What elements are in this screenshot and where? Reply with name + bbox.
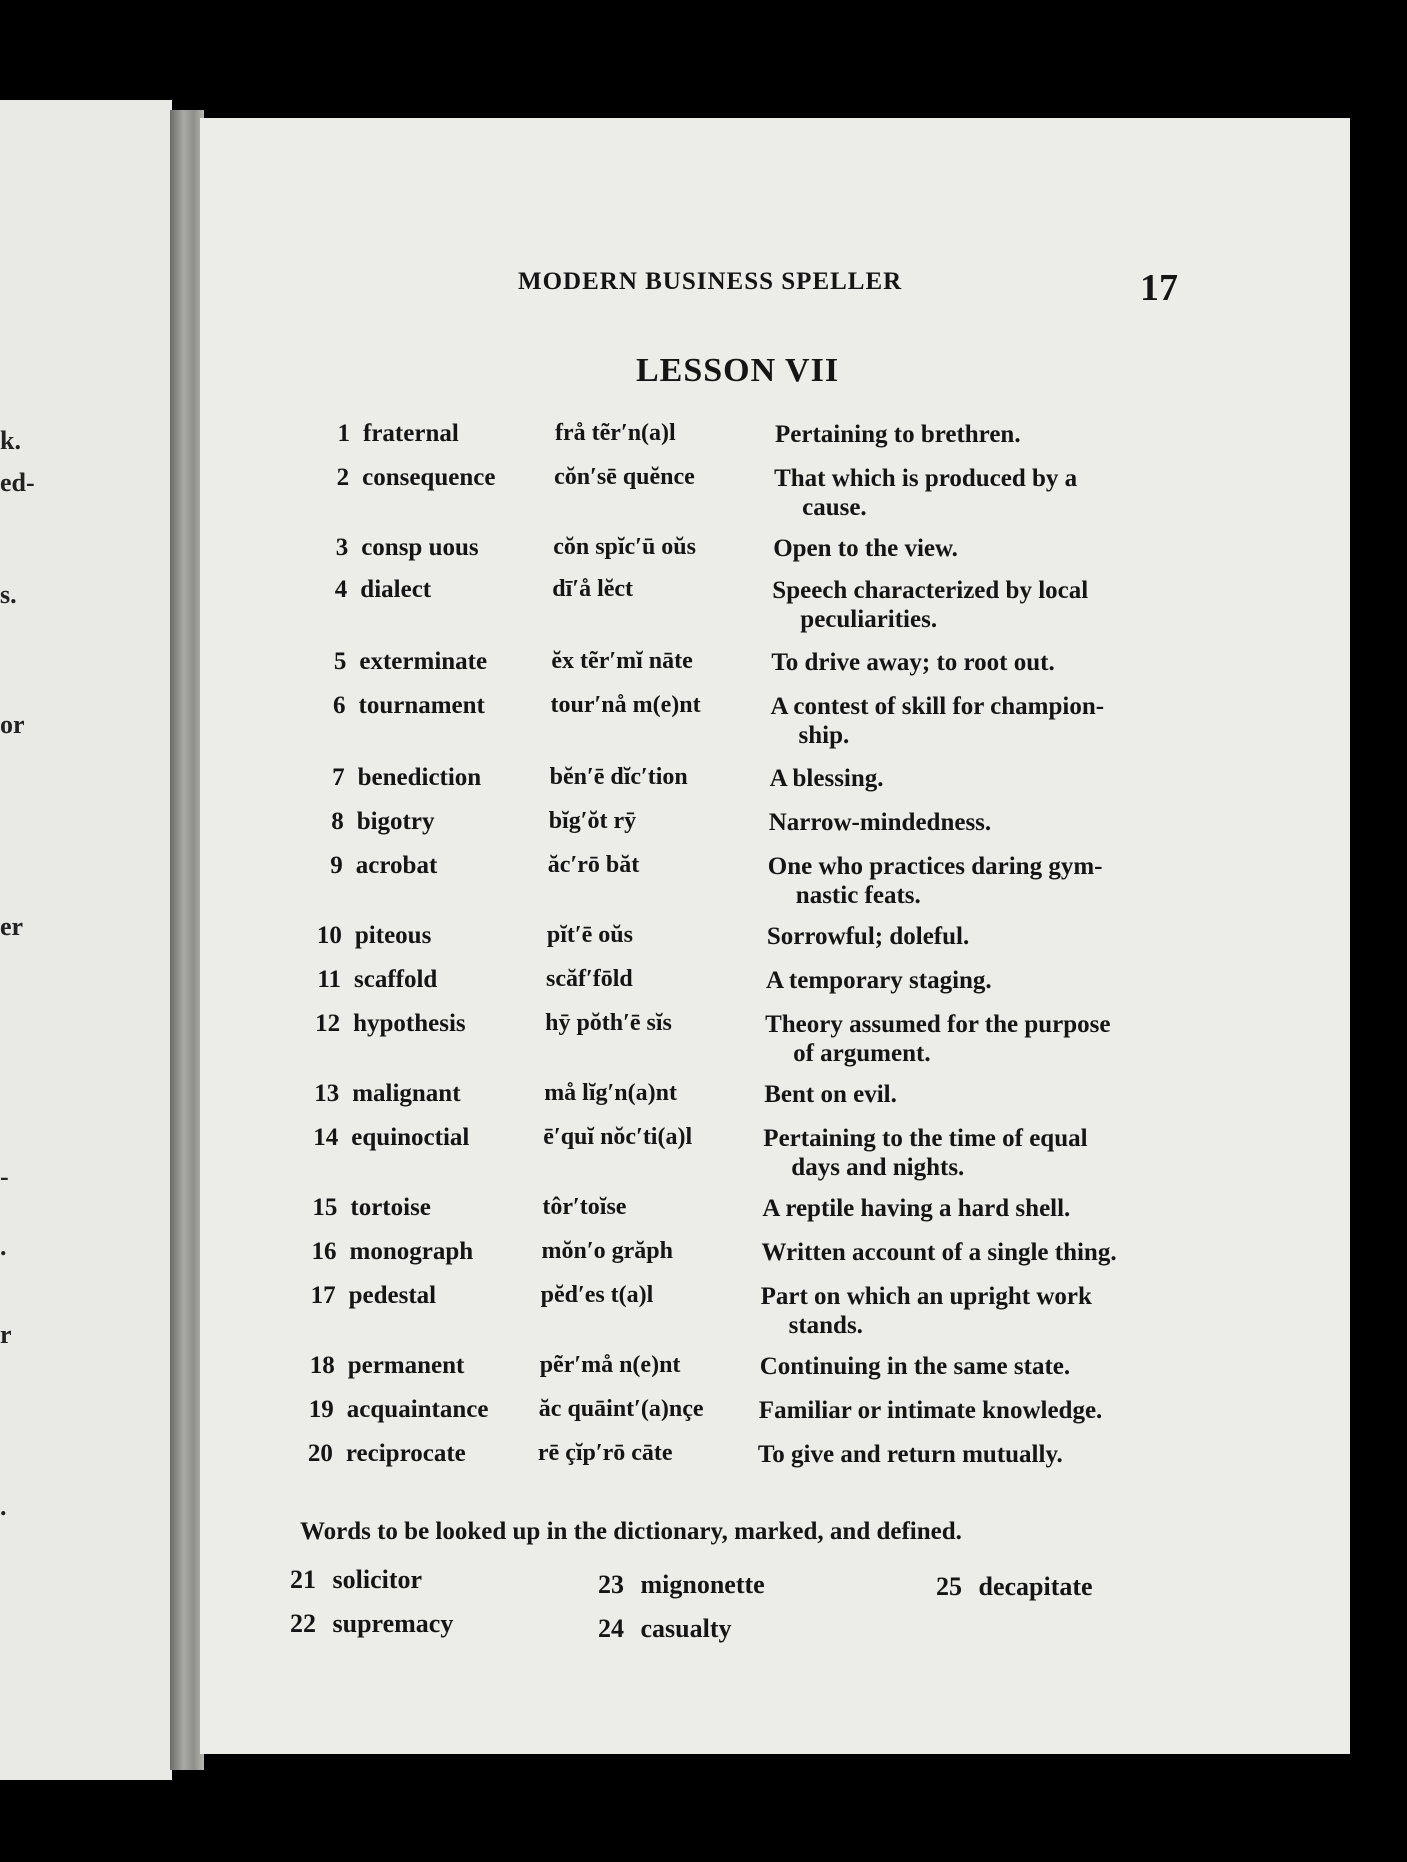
entry-definition-line: Speech characterized by local — [772, 577, 1089, 604]
word-entry — [284, 1396, 1184, 1436]
entry-number: 14 — [313, 1124, 339, 1151]
entry-definition — [765, 1010, 1185, 1068]
entry-definition-continuation: days and nights. — [791, 1154, 965, 1181]
entry-definition — [763, 1124, 1183, 1182]
word-entry — [286, 1282, 1186, 1339]
extra-word-text: decapitate — [978, 1572, 1093, 1601]
entry-definition-line: Pertaining to brethren. — [775, 421, 1021, 448]
entry-pronunciation: pĭt′ē oŭs — [546, 922, 633, 948]
extra-word-number: 23 — [598, 1570, 624, 1599]
entry-definition-line: Sorrowful; doleful. — [766, 923, 970, 950]
entry-definition — [770, 764, 1190, 793]
entry-word: pedestal — [348, 1282, 437, 1309]
entry-pronunciation: ăc′rō băt — [547, 852, 640, 878]
word-entry — [295, 764, 1195, 804]
entry-definition — [760, 1352, 1180, 1381]
entry-word: malignant — [352, 1080, 461, 1107]
book-binding — [170, 110, 204, 1770]
entry-pronunciation: bĕn′ē dĭc′tion — [549, 764, 688, 790]
entry-number: 20 — [307, 1440, 333, 1467]
extra-word — [290, 1609, 453, 1639]
entry-pronunciation: scăf′fōld — [546, 966, 633, 992]
extra-word-text: casualty — [640, 1614, 732, 1643]
entry-number: 4 — [334, 576, 348, 603]
entry-definition-continuation: stands. — [788, 1312, 863, 1339]
entry-pronunciation: ē′quĭ nŏc′ti(a)l — [543, 1124, 693, 1150]
entry-number: 6 — [333, 692, 346, 719]
entry-pronunciation: ăc quāint′(a)nçe — [538, 1396, 704, 1422]
entry-definition-line: A blessing. — [769, 765, 884, 792]
entry-definition — [762, 1194, 1182, 1223]
entry-definition-continuation: cause. — [802, 494, 867, 521]
entry-definition — [759, 1396, 1179, 1425]
entry-number: 9 — [330, 852, 343, 879]
entry-definition — [769, 808, 1189, 837]
entry-definition — [775, 420, 1195, 449]
facing-page-fragment: ed- — [0, 468, 35, 497]
entry-number: 16 — [311, 1238, 337, 1265]
entry-number: 11 — [317, 966, 341, 993]
word-entry — [288, 1124, 1188, 1181]
word-entry — [300, 420, 1200, 460]
entry-definition — [766, 966, 1186, 995]
entry-number: 12 — [315, 1010, 341, 1037]
entry-word: bigotry — [356, 808, 435, 835]
entry-pronunciation: bĭg′ŏt rȳ — [548, 808, 637, 834]
word-entry — [298, 534, 1198, 574]
entry-pronunciation: hȳ pŏth′ē sĭs — [545, 1010, 672, 1036]
extra-word — [598, 1570, 765, 1600]
extra-word-number: 24 — [598, 1614, 624, 1643]
entry-definition-line: A contest of skill for champion- — [770, 693, 1105, 720]
entry-definition-line: Open to the view. — [773, 535, 958, 562]
entry-definition-line: Familiar or intimate knowledge. — [758, 1397, 1103, 1424]
entry-number: 15 — [312, 1194, 338, 1221]
entry-word: equinoctial — [351, 1124, 470, 1151]
entry-definition-line: Pertaining to the time of equal — [763, 1125, 1088, 1152]
entry-number: 7 — [332, 764, 345, 791]
entry-word: acrobat — [355, 852, 438, 879]
entry-definition-continuation: ship. — [798, 722, 850, 749]
instruction-text: Words to be looked up in the dictionary, marked, and defined. — [300, 1518, 962, 1545]
entry-number: 1 — [337, 420, 350, 447]
entry-definition-continuation: nastic feats. — [795, 882, 921, 909]
word-entry — [297, 576, 1197, 633]
entry-definition — [758, 1440, 1178, 1469]
entry-word: acquaintance — [346, 1396, 489, 1423]
entry-word: dialect — [360, 576, 432, 603]
entry-number: 3 — [335, 534, 349, 561]
word-entry — [291, 966, 1191, 1006]
extra-word-number: 21 — [290, 1565, 316, 1594]
entry-definition-line: Bent on evil. — [764, 1081, 897, 1108]
word-entry — [296, 692, 1196, 749]
facing-page-fragment: . — [0, 1232, 7, 1261]
word-entry — [293, 852, 1193, 909]
facing-page-fragment: - — [0, 1162, 9, 1191]
extra-word — [290, 1565, 422, 1595]
facing-page-fragment: k. — [0, 426, 21, 455]
entry-definition-line: Written account of a single thing. — [761, 1239, 1117, 1266]
entry-definition — [771, 692, 1191, 750]
entry-definition-line: To give and return mutually. — [757, 1441, 1063, 1468]
entry-definition-line: Theory assumed for the purpose — [765, 1011, 1111, 1038]
entry-word: consp uous — [361, 534, 479, 561]
extra-word-text: solicitor — [332, 1565, 423, 1594]
entry-definition-line: One who practices daring gym- — [767, 853, 1103, 880]
word-entry — [283, 1440, 1183, 1480]
entry-pronunciation: ĕx tẽr′mĭ nāte — [551, 648, 693, 674]
entry-number: 19 — [308, 1396, 334, 1423]
entry-word: tortoise — [350, 1194, 431, 1221]
entry-word: tournament — [358, 692, 485, 719]
entry-number: 5 — [333, 648, 347, 675]
entry-definition-line: Part on which an upright work — [760, 1283, 1092, 1310]
entry-definition-line: Narrow-mindedness. — [768, 809, 992, 836]
facing-page — [0, 100, 172, 1780]
extra-word-text: supremacy — [332, 1609, 454, 1638]
entry-pronunciation: mŏn′o grăph — [541, 1238, 673, 1264]
entry-pronunciation: pẽr′må n(e)nt — [539, 1352, 681, 1378]
page-number: 17 — [1140, 267, 1178, 309]
entry-pronunciation: frå tẽr′n(a)l — [555, 420, 676, 446]
entry-word: benediction — [357, 764, 482, 791]
entry-pronunciation: tôr′toĭse — [542, 1194, 627, 1220]
entry-definition-line: To drive away; to root out. — [771, 649, 1055, 676]
entry-definition — [762, 1238, 1182, 1267]
extra-word-number: 25 — [936, 1572, 962, 1601]
facing-page-fragment: er — [0, 912, 24, 941]
entry-definition — [767, 922, 1187, 951]
extra-word-number: 22 — [290, 1609, 316, 1638]
entry-definition — [774, 464, 1194, 522]
entry-number: 10 — [316, 922, 342, 949]
entry-pronunciation: cŏn′sē quĕnce — [554, 464, 695, 490]
word-entry — [289, 1080, 1189, 1120]
entry-word: piteous — [354, 922, 432, 949]
facing-page-fragment: s. — [0, 580, 17, 609]
entry-pronunciation: pĕd′es t(a)l — [540, 1282, 654, 1308]
facing-page-fragment: or — [0, 710, 25, 739]
entry-word: exterminate — [359, 648, 488, 675]
word-entry — [287, 1238, 1187, 1278]
entry-definition — [772, 576, 1192, 634]
word-entry — [296, 648, 1196, 688]
word-entry — [294, 808, 1194, 848]
entry-pronunciation: cŏn spĭc′ū oŭs — [553, 534, 696, 560]
entry-number: 8 — [331, 808, 344, 835]
extra-word — [936, 1572, 1093, 1602]
entry-definition — [768, 852, 1188, 910]
entry-word: reciprocate — [345, 1440, 466, 1467]
entry-pronunciation: tour′nå m(e)nt — [550, 692, 701, 718]
facing-page-fragment: r — [0, 1320, 12, 1349]
entry-definition — [771, 648, 1191, 677]
entry-number: 2 — [336, 464, 350, 491]
entry-definition — [764, 1080, 1184, 1109]
word-entry — [287, 1194, 1187, 1234]
lesson-title: LESSON VII — [636, 352, 840, 389]
extra-word-text: mignonette — [640, 1570, 765, 1599]
entry-word: fraternal — [363, 420, 459, 447]
word-entry — [299, 464, 1199, 521]
entry-definition-continuation: peculiarities. — [800, 606, 938, 633]
entry-definition-line: A temporary staging. — [766, 967, 992, 994]
entry-word: monograph — [349, 1238, 474, 1265]
word-entry — [292, 922, 1192, 962]
entry-number: 17 — [310, 1282, 336, 1309]
facing-page-fragment: . — [0, 1492, 7, 1521]
entry-word: consequence — [362, 464, 496, 491]
entry-number: 13 — [314, 1080, 340, 1107]
entry-word: scaffold — [354, 966, 438, 993]
entry-definition-line: That which is produced by a — [774, 465, 1078, 492]
entry-definition-line: A reptile having a hard shell. — [762, 1195, 1071, 1222]
word-entry — [290, 1010, 1190, 1067]
entry-definition — [773, 534, 1193, 563]
entry-word: permanent — [347, 1352, 465, 1379]
entry-definition — [761, 1282, 1181, 1340]
entry-definition-line: Continuing in the same state. — [759, 1353, 1071, 1380]
entry-pronunciation: rē çĭp′rō cāte — [537, 1440, 673, 1466]
entry-pronunciation: må lĭg′n(a)nt — [544, 1080, 677, 1106]
entry-number: 18 — [309, 1352, 335, 1379]
extra-word — [598, 1614, 732, 1644]
entry-definition-continuation: of argument. — [793, 1040, 931, 1067]
running-title: MODERN BUSINESS SPELLER — [518, 268, 903, 295]
word-entry — [285, 1352, 1185, 1392]
entry-word: hypothesis — [353, 1010, 466, 1037]
entry-pronunciation: dī′å lĕct — [552, 576, 634, 602]
